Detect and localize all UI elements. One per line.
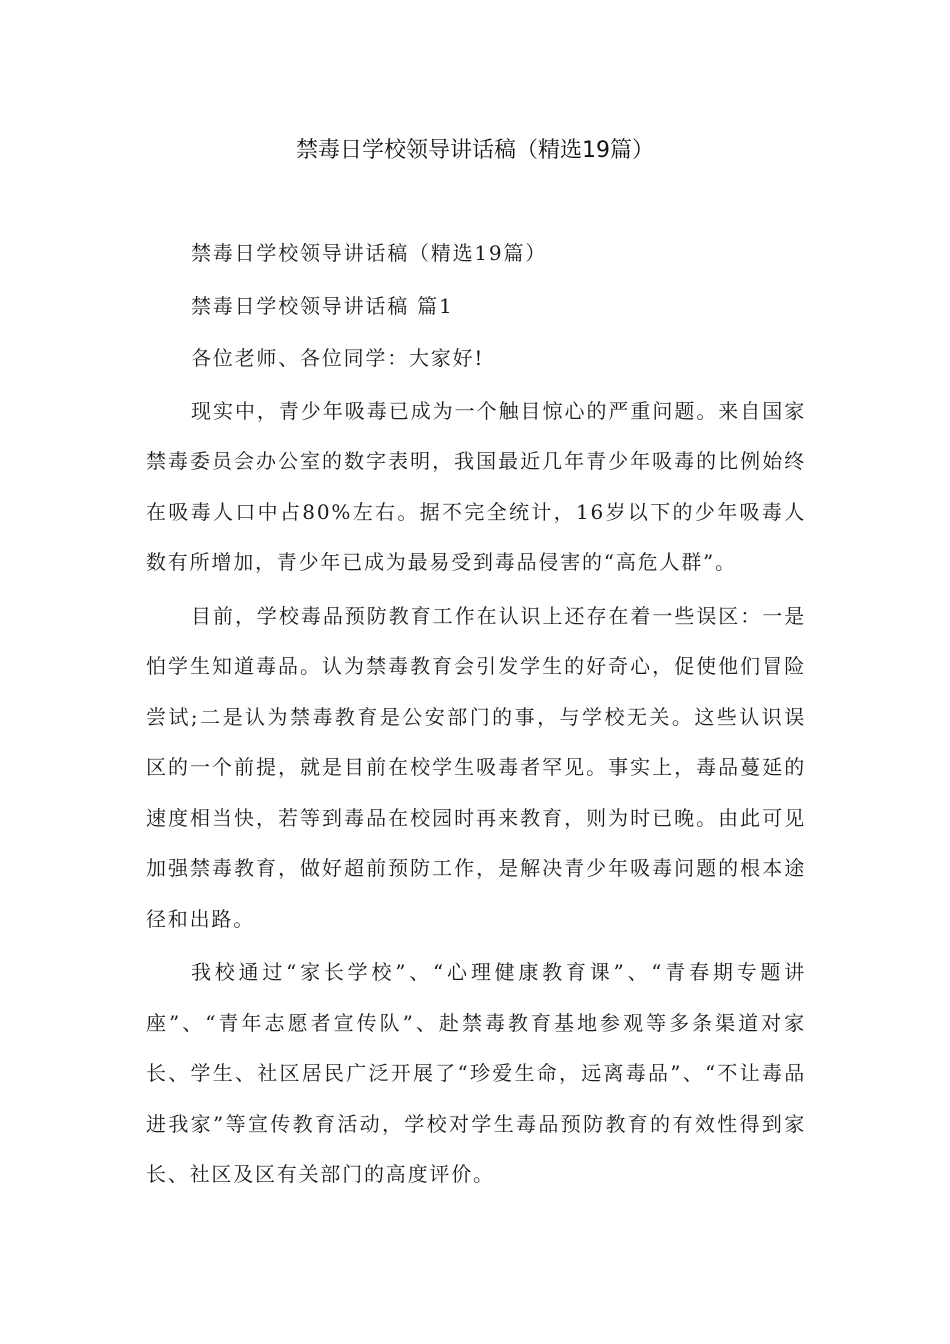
document-subtitle: 禁毒日学校领导讲话稿（精选19篇） [191,241,548,265]
document-body [146,228,806,1203]
document-title: 禁毒日学校领导讲话稿（精选19篇） [296,138,654,163]
section-heading: 禁毒日学校领导讲话稿 篇1 [191,293,454,318]
body-paragraph: 我校通过“家长学校”、“心理健康教育课”、“青春期专题讲座”、“青年志愿者宣传队”、赴禁毒教育基地参观等多条渠道对家长、学生、社区居民广泛开展了“珍爱生命，远离毒品”、“不让毒品进我家”等宣传教育活动，学校对学生毒品预防教育的有效性得到家长、社区及区有关部门的高度评价。 [146,960,806,1186]
body-paragraph: 现实中，青少年吸毒已成为一个触目惊心的严重问题。来自国家禁毒委员会办公室的数字表明，我国最近几年青少年吸毒的比例始终在吸毒人口中占80%左右。据不完全统计，16岁以下的少年吸毒人数有所增加，青少年已成为最易受到毒品侵害的“高危人群”。 [146,398,806,574]
greeting: 各位老师、各位同学：大家好! [191,346,485,370]
body-paragraph: 目前，学校毒品预防教育工作在认识上还存在着一些误区：一是怕学生知道毒品。认为禁毒教育会引发学生的好奇心，促使他们冒险尝试;二是认为禁毒教育是公安部门的事，与学校无关。这些认识误区的一个前提，就是目前在校学生吸毒者罕见。事实上，毒品蔓延的速度相当快，若等到毒品在校园时再来教育，则为时已晚。由此可见加强禁毒教育，做好超前预防工作，是解决青少年吸毒问题的根本途径和出路。 [146,603,806,931]
